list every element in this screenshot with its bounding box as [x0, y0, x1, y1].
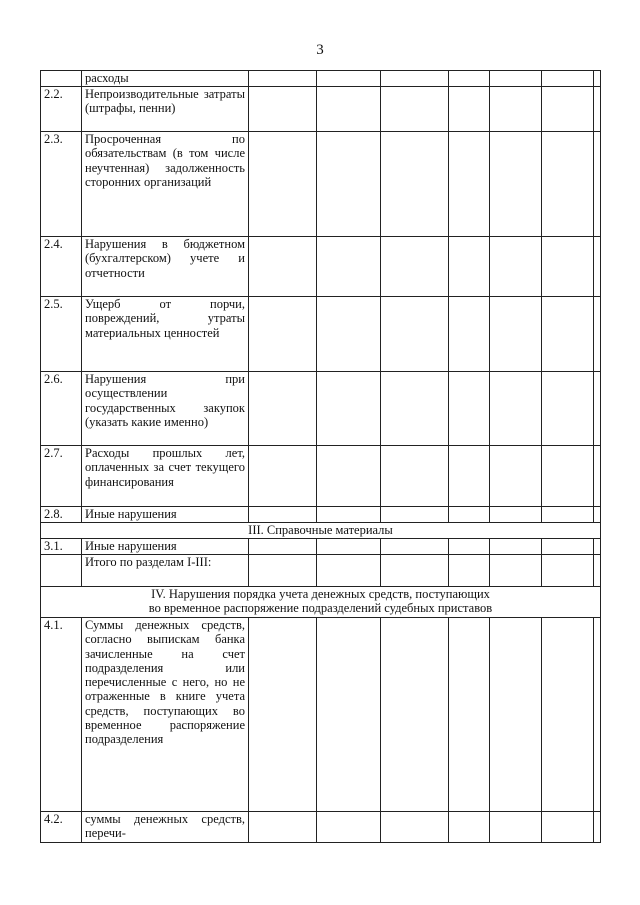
- table-cell: [317, 132, 381, 237]
- section-header-row: [41, 523, 601, 539]
- row-number: [41, 71, 82, 87]
- table-cell: [381, 297, 449, 372]
- table-cell: [317, 812, 381, 843]
- table-cell: [594, 87, 601, 132]
- table-cell: [381, 539, 449, 555]
- violations-table: [40, 70, 601, 843]
- table-cell: [249, 237, 317, 297]
- table-cell: [249, 507, 317, 523]
- table-row: [41, 237, 601, 297]
- table-cell: [249, 71, 317, 87]
- table-cell: [449, 372, 490, 446]
- table-cell: [449, 812, 490, 843]
- table-cell: [317, 539, 381, 555]
- table-cell: [594, 237, 601, 297]
- table-cell: [542, 237, 594, 297]
- row-description: Непроизводительные затраты (штрафы, пенни): [82, 87, 249, 132]
- table-cell: [381, 446, 449, 507]
- table-cell: [381, 237, 449, 297]
- table-cell: [249, 132, 317, 237]
- table-cell: [594, 555, 601, 587]
- section-title: III. Справочные материалы: [41, 523, 601, 539]
- row-number: 4.1.: [41, 618, 82, 812]
- row-number: [41, 555, 82, 587]
- row-description: Расходы прошлых лет, оплаченных за счет текущего финансирования: [82, 446, 249, 507]
- table-cell: [594, 446, 601, 507]
- table-cell: [381, 71, 449, 87]
- table-row: [41, 132, 601, 237]
- section-title: [41, 587, 601, 618]
- total-row: [41, 555, 601, 587]
- table-cell: [542, 297, 594, 372]
- table-cell: [317, 507, 381, 523]
- table-cell: [381, 812, 449, 843]
- table-row: [41, 812, 601, 843]
- table-cell: [381, 372, 449, 446]
- table-cell: [249, 372, 317, 446]
- row-description: Нарушения при осуществлении государственных закупок (указать какие именно): [82, 372, 249, 446]
- table-cell: [594, 71, 601, 87]
- table-cell: [449, 555, 490, 587]
- row-description: Ущерб от порчи, повреждений, утраты материальных ценностей: [82, 297, 249, 372]
- table-cell: [317, 237, 381, 297]
- table-cell: [490, 446, 542, 507]
- section-title-line: IV. Нарушения порядка учета денежных средств, поступающих: [151, 587, 490, 601]
- table-cell: [490, 297, 542, 372]
- table-row: [41, 539, 601, 555]
- row-description: Нарушения в бюджетном (бухгалтерском) учете и отчетности: [82, 237, 249, 297]
- table-cell: [317, 71, 381, 87]
- table-cell: [542, 539, 594, 555]
- table-row: [41, 507, 601, 523]
- table-cell: [249, 618, 317, 812]
- row-number: 2.3.: [41, 132, 82, 237]
- row-number: 2.5.: [41, 297, 82, 372]
- table-row: [41, 618, 601, 812]
- table-cell: [381, 555, 449, 587]
- table-cell: [317, 87, 381, 132]
- row-description: расходы: [82, 71, 249, 87]
- section-header-row: [41, 587, 601, 618]
- table-cell: [249, 87, 317, 132]
- table-cell: [449, 297, 490, 372]
- table-cell: [594, 372, 601, 446]
- row-number: 4.2.: [41, 812, 82, 843]
- page-number: 3: [316, 42, 324, 58]
- table-cell: [449, 132, 490, 237]
- table-cell: [317, 446, 381, 507]
- table-cell: [490, 555, 542, 587]
- table-cell: [449, 87, 490, 132]
- table-cell: [594, 132, 601, 237]
- row-description: Итого по разделам I-III:: [82, 555, 249, 587]
- table-cell: [249, 297, 317, 372]
- table-cell: [317, 372, 381, 446]
- row-description: Просроченная по обязательствам (в том числе неучтенная) задолженность сторонних организаций: [82, 132, 249, 237]
- row-number: 3.1.: [41, 539, 82, 555]
- table-row: [41, 71, 601, 87]
- table-cell: [542, 132, 594, 237]
- row-number: 2.7.: [41, 446, 82, 507]
- row-number: 2.4.: [41, 237, 82, 297]
- table-cell: [381, 618, 449, 812]
- table-cell: [542, 87, 594, 132]
- table-cell: [449, 71, 490, 87]
- table-cell: [490, 132, 542, 237]
- table-cell: [594, 812, 601, 843]
- table-cell: [594, 507, 601, 523]
- table-cell: [449, 237, 490, 297]
- table-cell: [542, 507, 594, 523]
- table-cell: [594, 539, 601, 555]
- table-cell: [490, 71, 542, 87]
- table-cell: [249, 555, 317, 587]
- table-cell: [490, 237, 542, 297]
- table-row: [41, 372, 601, 446]
- table-row: [41, 446, 601, 507]
- row-number: 2.2.: [41, 87, 82, 132]
- table-cell: [490, 87, 542, 132]
- table-cell: [317, 297, 381, 372]
- table-cell: [449, 507, 490, 523]
- table-cell: [490, 507, 542, 523]
- table-cell: [317, 618, 381, 812]
- table-cell: [490, 812, 542, 843]
- row-description: суммы денежных средств, перечи-: [82, 812, 249, 843]
- table-cell: [249, 446, 317, 507]
- table-cell: [449, 618, 490, 812]
- table-row: [41, 297, 601, 372]
- row-number: 2.8.: [41, 507, 82, 523]
- table-cell: [542, 555, 594, 587]
- table-cell: [449, 539, 490, 555]
- table-cell: [381, 87, 449, 132]
- section-title-line: во временное распоряжение подразделений судебных приставов: [148, 601, 493, 616]
- row-description: Иные нарушения: [82, 507, 249, 523]
- row-description: Иные нарушения: [82, 539, 249, 555]
- table-cell: [594, 297, 601, 372]
- table-cell: [249, 539, 317, 555]
- table-cell: [542, 446, 594, 507]
- row-number: 2.6.: [41, 372, 82, 446]
- table-row: [41, 87, 601, 132]
- table-cell: [542, 812, 594, 843]
- table-cell: [249, 812, 317, 843]
- table-cell: [490, 618, 542, 812]
- table-cell: [381, 132, 449, 237]
- table-cell: [490, 539, 542, 555]
- table-cell: [317, 555, 381, 587]
- table-cell: [381, 507, 449, 523]
- table-cell: [594, 618, 601, 812]
- table-cell: [542, 71, 594, 87]
- table-cell: [542, 618, 594, 812]
- table-cell: [449, 446, 490, 507]
- row-description: Суммы денежных средств, согласно выпискам банка зачисленные на счет подразделения или перечисленные с него, но не отраженные в книге учета средств, поступающих во временное распоряжение подразделения: [82, 618, 249, 812]
- table-cell: [542, 372, 594, 446]
- table-cell: [490, 372, 542, 446]
